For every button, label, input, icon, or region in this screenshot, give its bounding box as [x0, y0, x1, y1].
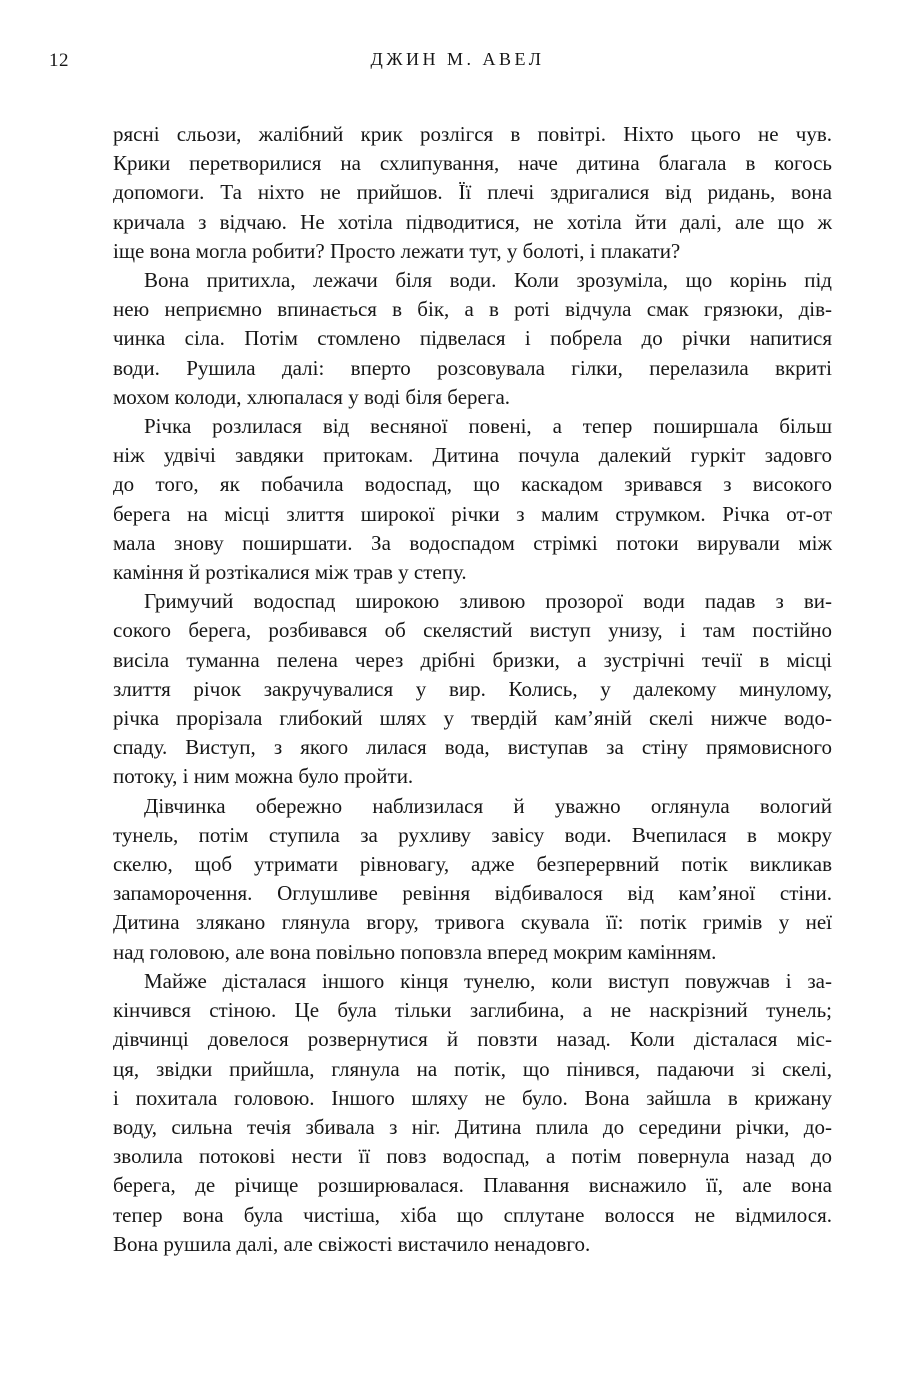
text-line: потоку, і ним можна було пройти.: [113, 764, 414, 789]
text-line: кричала з відчаю. Не хотіла підводитися, не хотіла йти далі, але що ж: [113, 209, 832, 234]
text-line: чинка сіла. Потім стомлено підвелася і побрела до річки напитися: [113, 326, 832, 351]
text-line: води. Рушила далі: вперто розсовувала гілки, перелазила вкриті: [113, 355, 832, 380]
text-line: сокого берега, розбивався об скелястий виступ унизу, і там постійно: [113, 618, 832, 643]
text-line: воду, сильна течія збивала з ніг. Дитина плила до середини річки, до-: [113, 1114, 832, 1139]
text-line: мохом колоди, хлюпалася у воді біля берега.: [113, 384, 511, 409]
page-number: 12: [49, 50, 69, 71]
text-line: до того, як побачила водоспад, що каскадом зривався з високого: [113, 472, 832, 497]
text-line: Вона притихла, лежачи біля води. Коли зрозуміла, що корінь під: [144, 268, 832, 293]
paragraph: [113, 587, 832, 791]
text-line: Дівчинка обережно наблизилася й уважно оглянула вологий: [144, 793, 832, 818]
text-line: мала знову поширшати. За водоспадом стрімкі потоки вирували між: [113, 530, 832, 555]
paragraph: [113, 967, 832, 1259]
text-line: над головою, але вона повільно поповзла вперед мокрим камінням.: [113, 939, 717, 964]
text-line: і похитала головою. Іншого шляху не було. Вона зайшла в крижану: [113, 1085, 832, 1110]
text-line: річка прорізала глибокий шлях у твердій кам’яній скелі нижче водо-: [113, 706, 832, 731]
body-text: [113, 120, 832, 1259]
running-head-author: ДЖИН М. АВЕЛ: [370, 49, 545, 69]
text-line: Річка розлилася від весняної повені, а тепер поширшала більш: [144, 414, 832, 439]
text-line: злиття річок закручувалися у вир. Колись, у далекому минулому,: [113, 676, 832, 701]
text-line: рясні сльози, жалібний крик розлігся в повітрі. Ніхто цього не чув.: [113, 122, 832, 146]
text-line: Дитина злякано глянула вгору, тривога скувала її: потік гримів у неї: [113, 910, 832, 935]
text-line: ніж удвічі завдяки притокам. Дитина почула далекий гуркіт задовго: [113, 443, 832, 468]
text-line: тепер вона була чистіша, хіба що сплутане волосся не відмилося.: [113, 1202, 832, 1227]
text-line: запаморочення. Оглушливе ревіння відбивалося від кам’яної стіни.: [113, 881, 832, 906]
text-line: берега, де річище розширювалася. Плавання виснажило її, але вона: [113, 1173, 832, 1198]
text-line: Майже дісталася іншого кінця тунелю, коли виступ повужчав і за-: [144, 968, 832, 993]
text-line: висіла туманна пелена через дрібні бризки, а зустрічні течії в місці: [113, 647, 832, 672]
text-line: спаду. Виступ, з якого лилася вода, виступав за стіну прямовисного: [113, 735, 832, 760]
paragraph: [113, 412, 832, 587]
text-line: дівчинці довелося розвернутися й повзти назад. Коли дісталася міс-: [113, 1027, 832, 1052]
paragraph: [113, 792, 832, 967]
text-line: Крики перетворилися на схлипування, наче дитина благала в когось: [113, 151, 832, 176]
text-line: берега на місці злиття широкої річки з малим струмком. Річка от-от: [113, 501, 832, 526]
text-line: скелю, щоб утримати рівновагу, адже безперервний потік викликав: [113, 852, 832, 877]
text-line: кінчився стіною. Це була тільки заглибина, а не наскрізний тунель;: [113, 998, 832, 1023]
text-line: каміння й розтікалися між трав у степу.: [113, 560, 467, 585]
paragraph: [113, 266, 832, 412]
text-line: Гримучий водоспад широкою зливою прозорої води падав з ви-: [144, 589, 832, 614]
text-line: ця, звідки прийшла, глянула на потік, що пінився, падаючи зі скелі,: [113, 1056, 832, 1081]
text-line: Вона рушила далі, але свіжості вистачило ненадовго.: [113, 1231, 591, 1256]
text-line: зволила потокові нести її повз водоспад, а потім повернула назад до: [113, 1144, 832, 1169]
text-line: нею неприємно впинається в бік, а в роті відчула смак грязюки, дів-: [113, 297, 832, 322]
page-header: [0, 48, 915, 76]
text-line: іще вона могла робити? Просто лежати тут, у болоті, і плакати?: [113, 238, 681, 263]
paragraph: [113, 120, 832, 266]
text-line: допомоги. Та ніхто не прийшов. Її плечі здригалися від ридань, вона: [113, 180, 832, 205]
text-line: тунель, потім ступила за рухливу завісу води. Вчепилася в мокру: [113, 822, 832, 847]
